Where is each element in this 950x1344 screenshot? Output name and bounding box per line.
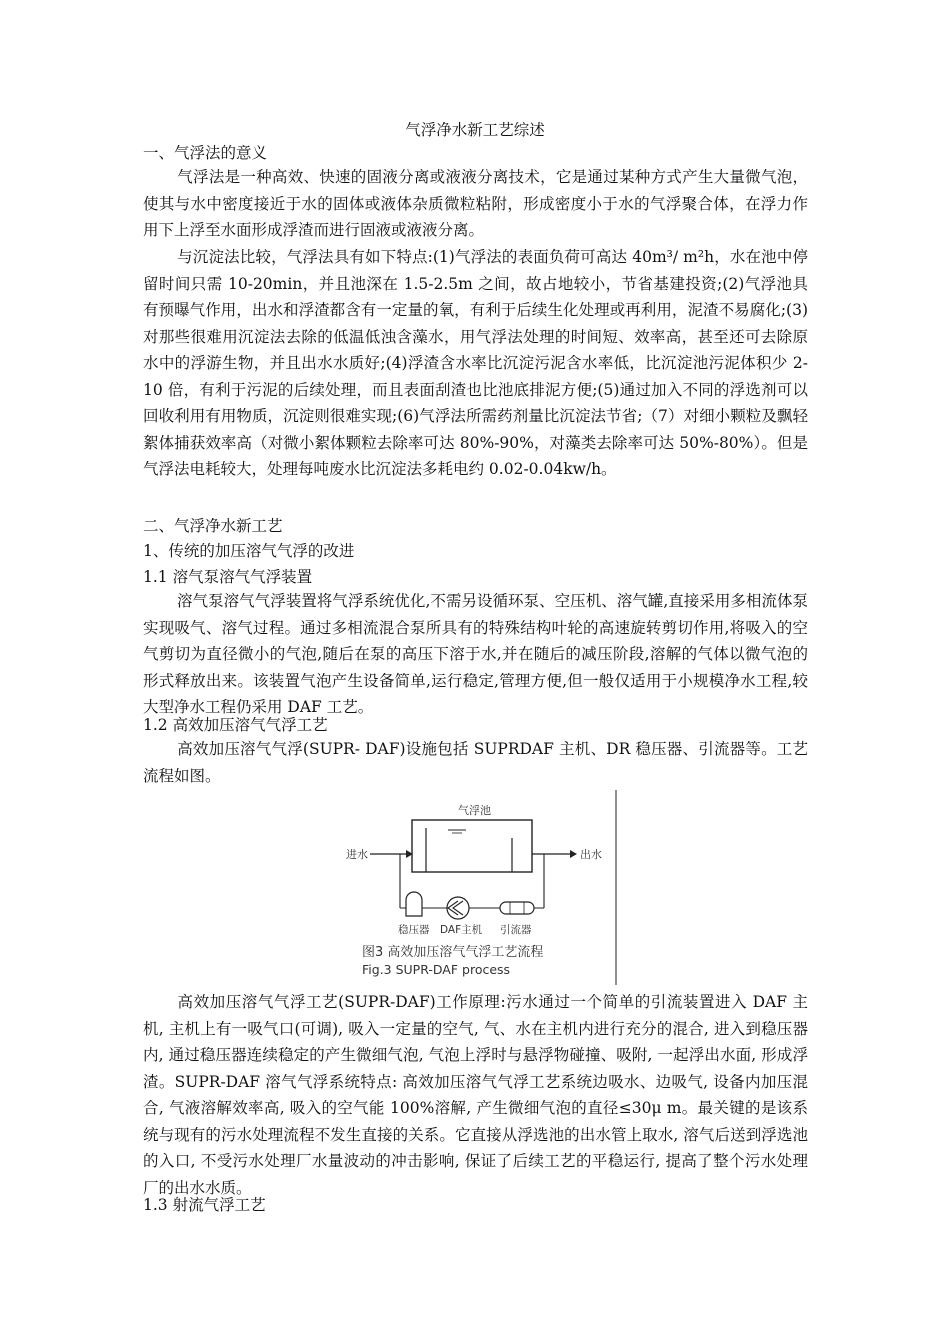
paragraph-5: 高效加压溶气气浮工艺(SUPR-DAF)工作原理:污水通过一个简单的引流装置进入 DAF 主机, 主机上有一吸气口(可调), 吸入一定量的空气, 气、水在主机内进行充分的混合, 进入到稳压器内, 通过稳压器连续稳定的产生微细气泡, 气泡上浮时与悬浮物碰撞、吸附, 一起浮出水面, 形成浮渣。SUPR-DAF 溶气气浮系统特点: 高效加压溶气气浮工艺系统边吸水、边吸气, 设备内加压混合, 气液溶解效率高, 吸入的空气能 100%溶解, 产生微细气泡的直径≤30μ m。最关键的是该系统与现有的污水处理流程不发生直接的关系。它直接从浮选池的出水管上取水, 溶气后送到浮选池的入口, 不受污水处理厂水量波动的冲击影响, 保证了后续工艺的平稳运行, 提高了整个污水处理厂的出水水质。 xyxy=(143,993,808,1197)
stabilizer-label: 稳压器 xyxy=(398,924,430,936)
daf-label: DAF主机 xyxy=(440,924,483,936)
flotation-tank xyxy=(412,820,532,872)
paragraph-1: 气浮法是一种高效、快速的固液分离或液液分离技术，它是通过某种方式产生大量微气泡，使其与水中密度接近于水的固体或液体杂质微粒粘附，形成密度小于水的气浮聚合体，在浮力作用下上浮至水面形成浮渣而进行固液或液液分离。 xyxy=(143,168,808,239)
inlet-label: 进水 xyxy=(346,848,368,861)
figure-caption-en: Fig.3 SUPR-DAF process xyxy=(362,962,511,977)
paragraph-3: 溶气泵溶气气浮装置将气浮系统优化,不需另设循环泵、空压机、溶气罐,直接采用多相流体泵实现吸气、溶气过程。通过多相流混合泵所具有的特殊结构叶轮的高速旋转剪切作用,将吸入的空气剪切为直径微小的气泡,随后在泵的高压下溶于水,并在随后的减压阶段,溶解的气体以微气泡的形式释放出来。该装置气泡产生设备简单,运行稳定,管理方便,但一般仅适用于小规模净水工程,较大型净水工程仍采用 DAF 工艺。 xyxy=(143,592,808,716)
section-1-heading: 一、气浮法的意义 xyxy=(143,144,268,162)
stabilizer-icon xyxy=(406,892,422,916)
paragraph-2: 与沉淀法比较，气浮法具有如下特点:(1)气浮法的表面负荷可高达 40m³/ m²h，水在池中停留时间只需 10-20min，并且池深在 1.5-2.5m 之间，故占地较小，节省基建投资;(2)气浮池具有预曝气作用，出水和浮渣都含有一定量的氧，有利于后续生化处理或再利用，泥渣不易腐化;(3)对那些很难用沉淀法去除的低温低浊含藻水，用气浮法处理的时间短、效率高，甚至还可去除原水中的浮游生物，并且出水水质好;(4)浮渣含水率比沉淀污泥含水率低，比沉淀池污泥体积少 2-10 倍，有利于污泥的后续处理，而且表面刮渣也比池底排泥方便;(5)通过加入不同的浮选剂可以回收利用有用物质，沉淀则很难实现;(6)气浮法所需药剂量比沉淀法节省;（7）对细小颗粒及飘轻絮体捕获效率高（对微小絮体颗粒去除率可达 80%-90%，对藻类去除率可达 50%-80%）。但是气浮法电耗较大，处理每吨废水比沉淀法多耗电约 0.02-0.04kw/h。 xyxy=(143,248,808,478)
figure-caption-cn: 图3 高效加压溶气气浮工艺流程 xyxy=(362,945,544,960)
section-2-heading: 二、气浮净水新工艺 xyxy=(143,517,283,535)
outlet-label: 出水 xyxy=(580,848,602,861)
outlet-arrow-icon xyxy=(570,850,577,858)
ejector-label: 引流器 xyxy=(500,924,532,936)
paragraph-4: 高效加压溶气气浮(SUPR- DAF)设施包括 SUPRDAF 主机、DR 稳压器、引流器等。工艺流程如图。 xyxy=(143,740,808,785)
subsection-1-2-heading: 1.2 高效加压溶气气浮工艺 xyxy=(143,716,328,734)
tank-label: 气浮池 xyxy=(458,804,491,817)
subsection-1-1-heading: 1.1 溶气泵溶气气浮装置 xyxy=(143,568,313,586)
ejector-icon xyxy=(500,902,534,914)
subsection-1-heading: 1、传统的加压溶气气浮的改进 xyxy=(143,542,355,560)
document-title: 气浮净水新工艺综述 xyxy=(405,121,545,139)
daf-pump-icon xyxy=(447,897,469,919)
process-flow-figure xyxy=(340,790,620,985)
subsection-1-3-heading: 1.3 射流气浮工艺 xyxy=(143,1196,266,1214)
